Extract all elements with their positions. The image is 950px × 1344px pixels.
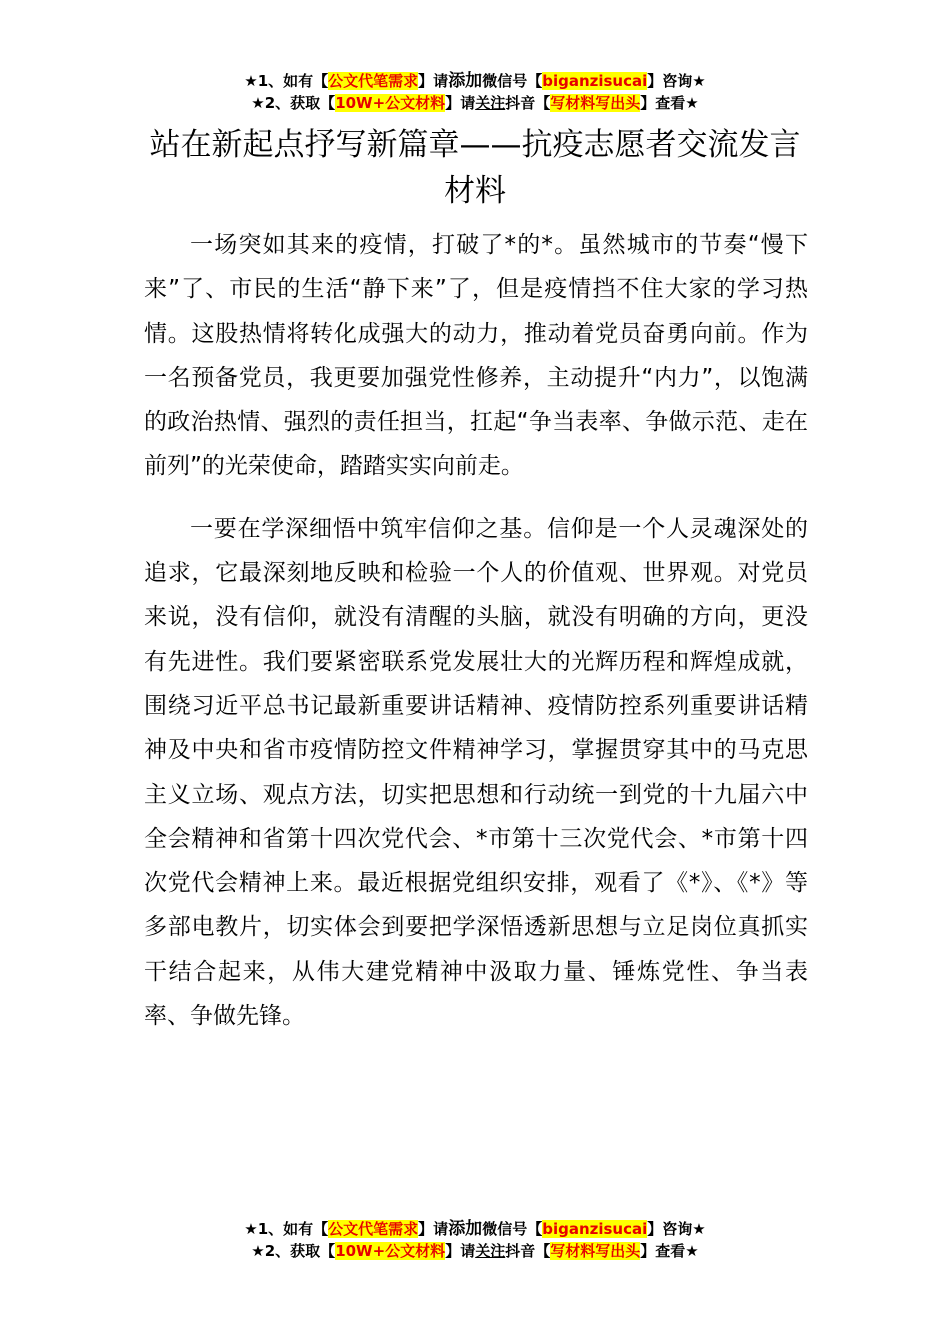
highlight-materials: 10W+公文材料 — [335, 1242, 446, 1260]
footer-banner — [0, 1218, 950, 1262]
highlight-service: 公文代笔需求 — [328, 72, 419, 90]
highlight-douyin: 写材料写出头 — [550, 94, 641, 112]
banner-line-1: ★1、如有【公文代笔需求】请添加微信号【biganzisucai】咨询★ — [244, 1219, 706, 1239]
document-title: 站在新起点抒写新篇章——抗疫志愿者交流发言材料 — [149, 127, 801, 209]
banner-line-2: ★2、获取【10W+公文材料】请关注抖音【写材料写出头】查看★ — [251, 1242, 699, 1260]
highlight-douyin: 写材料写出头 — [550, 1242, 641, 1260]
header-banner — [0, 70, 950, 114]
highlight-service: 公文代笔需求 — [328, 1220, 419, 1238]
highlight-wechat-id: biganzisucai — [542, 72, 648, 90]
banner-line-2: ★2、获取【10W+公文材料】请关注抖音【写材料写出头】查看★ — [251, 94, 699, 112]
highlight-wechat-id: biganzisucai — [542, 1220, 648, 1238]
paragraph-1: 一场突如其来的疫情，打破了*的*。虽然城市的节奏“慢下来”了、市民的生活“静下来”了，但是疫情挡不住大家的学习热情。这股热情将转化成强大的动力，推动着党员奋勇向前。作为一名预备党员，我更要加强党性修养，主动提升“内力”，以饱满的政治热情、强烈的责任担当，扛起“争当表率、争做示范、走在前列”的光荣使命，踏踏实实向前走。 — [144, 232, 808, 480]
highlight-materials: 10W+公文材料 — [335, 94, 446, 112]
banner-line-1: ★1、如有【公文代笔需求】请添加微信号【biganzisucai】咨询★ — [244, 71, 706, 91]
document-body — [144, 223, 808, 1056]
paragraph-2: 一要在学深细悟中筑牢信仰之基。信仰是一个人灵魂深处的追求，它最深刻地反映和检验一个人的价值观、世界观。对党员来说，没有信仰，就没有清醒的头脑，就没有明确的方向，更没有先进性。我们要紧密联系党发展壮大的光辉历程和辉煌成就，围绕习近平总书记最新重要讲话精神、疫情防控系列重要讲话精神及中央和省市疫情防控文件精神学习，掌握贯穿其中的马克思主义立场、观点方法，切实把思想和行动统一到党的十九届六中全会精神和省第十四次党代会、*市第十三次党代会、*市第十四次党代会精神上来。最近根据党组织安排，观看了《*》、《*》等多部电教片，切实体会到要把学深悟透新思想与立足岗位真抓实干结合起来，从伟大建党精神中汲取力量、锤炼党性、争当表率、争做先锋。 — [144, 515, 808, 1030]
